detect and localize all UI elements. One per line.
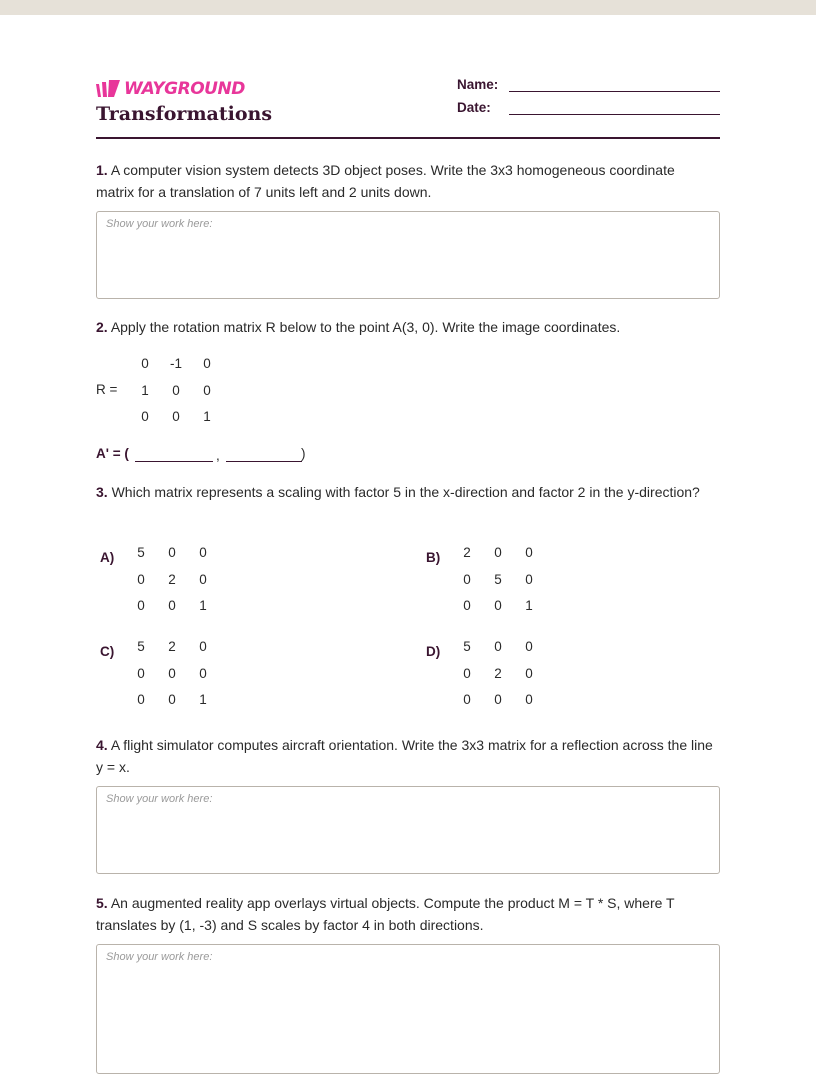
work-area-4[interactable]	[96, 786, 720, 874]
matrix-entry: 0	[203, 356, 211, 371]
matrix-entry: 0	[525, 639, 533, 654]
question-number: 4.	[96, 737, 108, 753]
question-number: 5.	[96, 895, 108, 911]
answer-label: A' = (	[96, 446, 129, 461]
question-text: A computer vision system detects 3D object poses. Write the 3x3 homogeneous coordinate matrix for a translation of 7 units left and 2 units down.	[96, 162, 675, 200]
answer-x-blank[interactable]	[135, 461, 213, 462]
page-title: Transformations	[96, 103, 273, 125]
matrix-entry: 0	[199, 545, 207, 560]
matrix-entry: 5	[463, 639, 471, 654]
matrix-entry: 0	[463, 692, 471, 707]
matrix-entry: 0	[172, 382, 180, 398]
wayground-logo-icon	[96, 80, 120, 98]
matrix-entry: 0	[494, 639, 502, 654]
question-2	[96, 316, 716, 338]
matrix-entry: 0	[199, 571, 207, 587]
matrix-entry: 1	[199, 598, 207, 613]
question-3	[96, 481, 716, 503]
matrix-entry: 5	[494, 571, 502, 587]
matrix-entry: 0	[525, 665, 533, 681]
matrix-entry: 0	[141, 356, 149, 371]
matrix-entry: 0	[525, 692, 533, 707]
matrix-entry: 2	[463, 545, 471, 560]
matrix-entry: 1	[199, 692, 207, 707]
name-field[interactable]	[509, 91, 720, 92]
matrix-entry: 0	[203, 382, 211, 398]
matrix-entry: -1	[169, 356, 182, 371]
answer-y-blank[interactable]	[226, 461, 302, 462]
matrix-entry: 0	[137, 692, 145, 707]
matrix-entry: 1	[525, 598, 533, 613]
matrix-entry: 5	[137, 639, 145, 654]
brand-logo	[96, 79, 245, 99]
question-1	[96, 159, 716, 203]
matrix-entry: 0	[525, 545, 533, 560]
name-label: Name:	[457, 77, 499, 92]
option-c-label[interactable]: C)	[100, 644, 115, 659]
question-number: 3.	[96, 484, 108, 500]
matrix-entry: 0	[137, 571, 145, 587]
work-area-1[interactable]	[96, 211, 720, 299]
matrix-entry: 0	[494, 545, 502, 560]
work-placeholder: Show your work here:	[106, 793, 213, 805]
top-bar	[0, 0, 816, 15]
answer-comma: ,	[216, 448, 220, 463]
matrix-entry: 0	[494, 598, 502, 613]
matrix-entry: 0	[168, 665, 176, 681]
matrix-entry: 0	[168, 692, 176, 707]
worksheet-header	[96, 75, 720, 139]
question-text: Which matrix represents a scaling with factor 5 in the x-direction and factor 2 in the y-direction?	[111, 484, 700, 500]
work-placeholder: Show your work here:	[106, 951, 213, 963]
matrix-entry: 2	[168, 639, 176, 654]
question-number: 1.	[96, 162, 108, 178]
date-field[interactable]	[509, 114, 720, 115]
matrix-entry: 0	[168, 545, 176, 560]
matrix-entry: 2	[494, 665, 502, 681]
matrix-entry: 0	[525, 571, 533, 587]
option-d-label[interactable]: D)	[426, 644, 441, 659]
matrix-entry: 0	[494, 692, 502, 707]
matrix-entry: 1	[141, 382, 149, 398]
matrix-entry: 0	[463, 598, 471, 613]
matrix-entry: 0	[168, 598, 176, 613]
matrix-entry: 0	[463, 665, 471, 681]
question-4	[96, 734, 716, 778]
matrix-entry: 2	[168, 571, 176, 587]
matrix-entry: 0	[463, 571, 471, 587]
brand-name: WAYGROUND	[124, 79, 245, 99]
matrix-entry: 0	[172, 409, 180, 424]
question-number: 2.	[96, 319, 108, 335]
question-text: A flight simulator computes aircraft orientation. Write the 3x3 matrix for a reflection across the line y = x.	[96, 737, 713, 775]
question-text: Apply the rotation matrix R below to the point A(3, 0). Write the image coordinates.	[110, 319, 621, 335]
option-b-label[interactable]: B)	[426, 550, 441, 565]
matrix-entry: 0	[137, 665, 145, 681]
matrix-entry: 1	[203, 409, 211, 424]
date-label: Date:	[457, 100, 491, 115]
matrix-entry: 0	[137, 598, 145, 613]
matrix-entry: 5	[137, 545, 145, 560]
answer-close: )	[301, 446, 306, 461]
work-area-5[interactable]	[96, 944, 720, 1074]
question-text: An augmented reality app overlays virtual objects. Compute the product M = T * S, where T translates by (1, -3) and S scales by factor 4 in both directions.	[96, 895, 675, 933]
matrix-label: R =	[96, 382, 118, 397]
work-placeholder: Show your work here:	[106, 218, 213, 230]
matrix-entry: 0	[199, 665, 207, 681]
matrix-entry: 0	[141, 409, 149, 424]
option-a-label[interactable]: A)	[100, 550, 115, 565]
matrix-entry: 0	[199, 639, 207, 654]
question-5	[96, 892, 716, 936]
